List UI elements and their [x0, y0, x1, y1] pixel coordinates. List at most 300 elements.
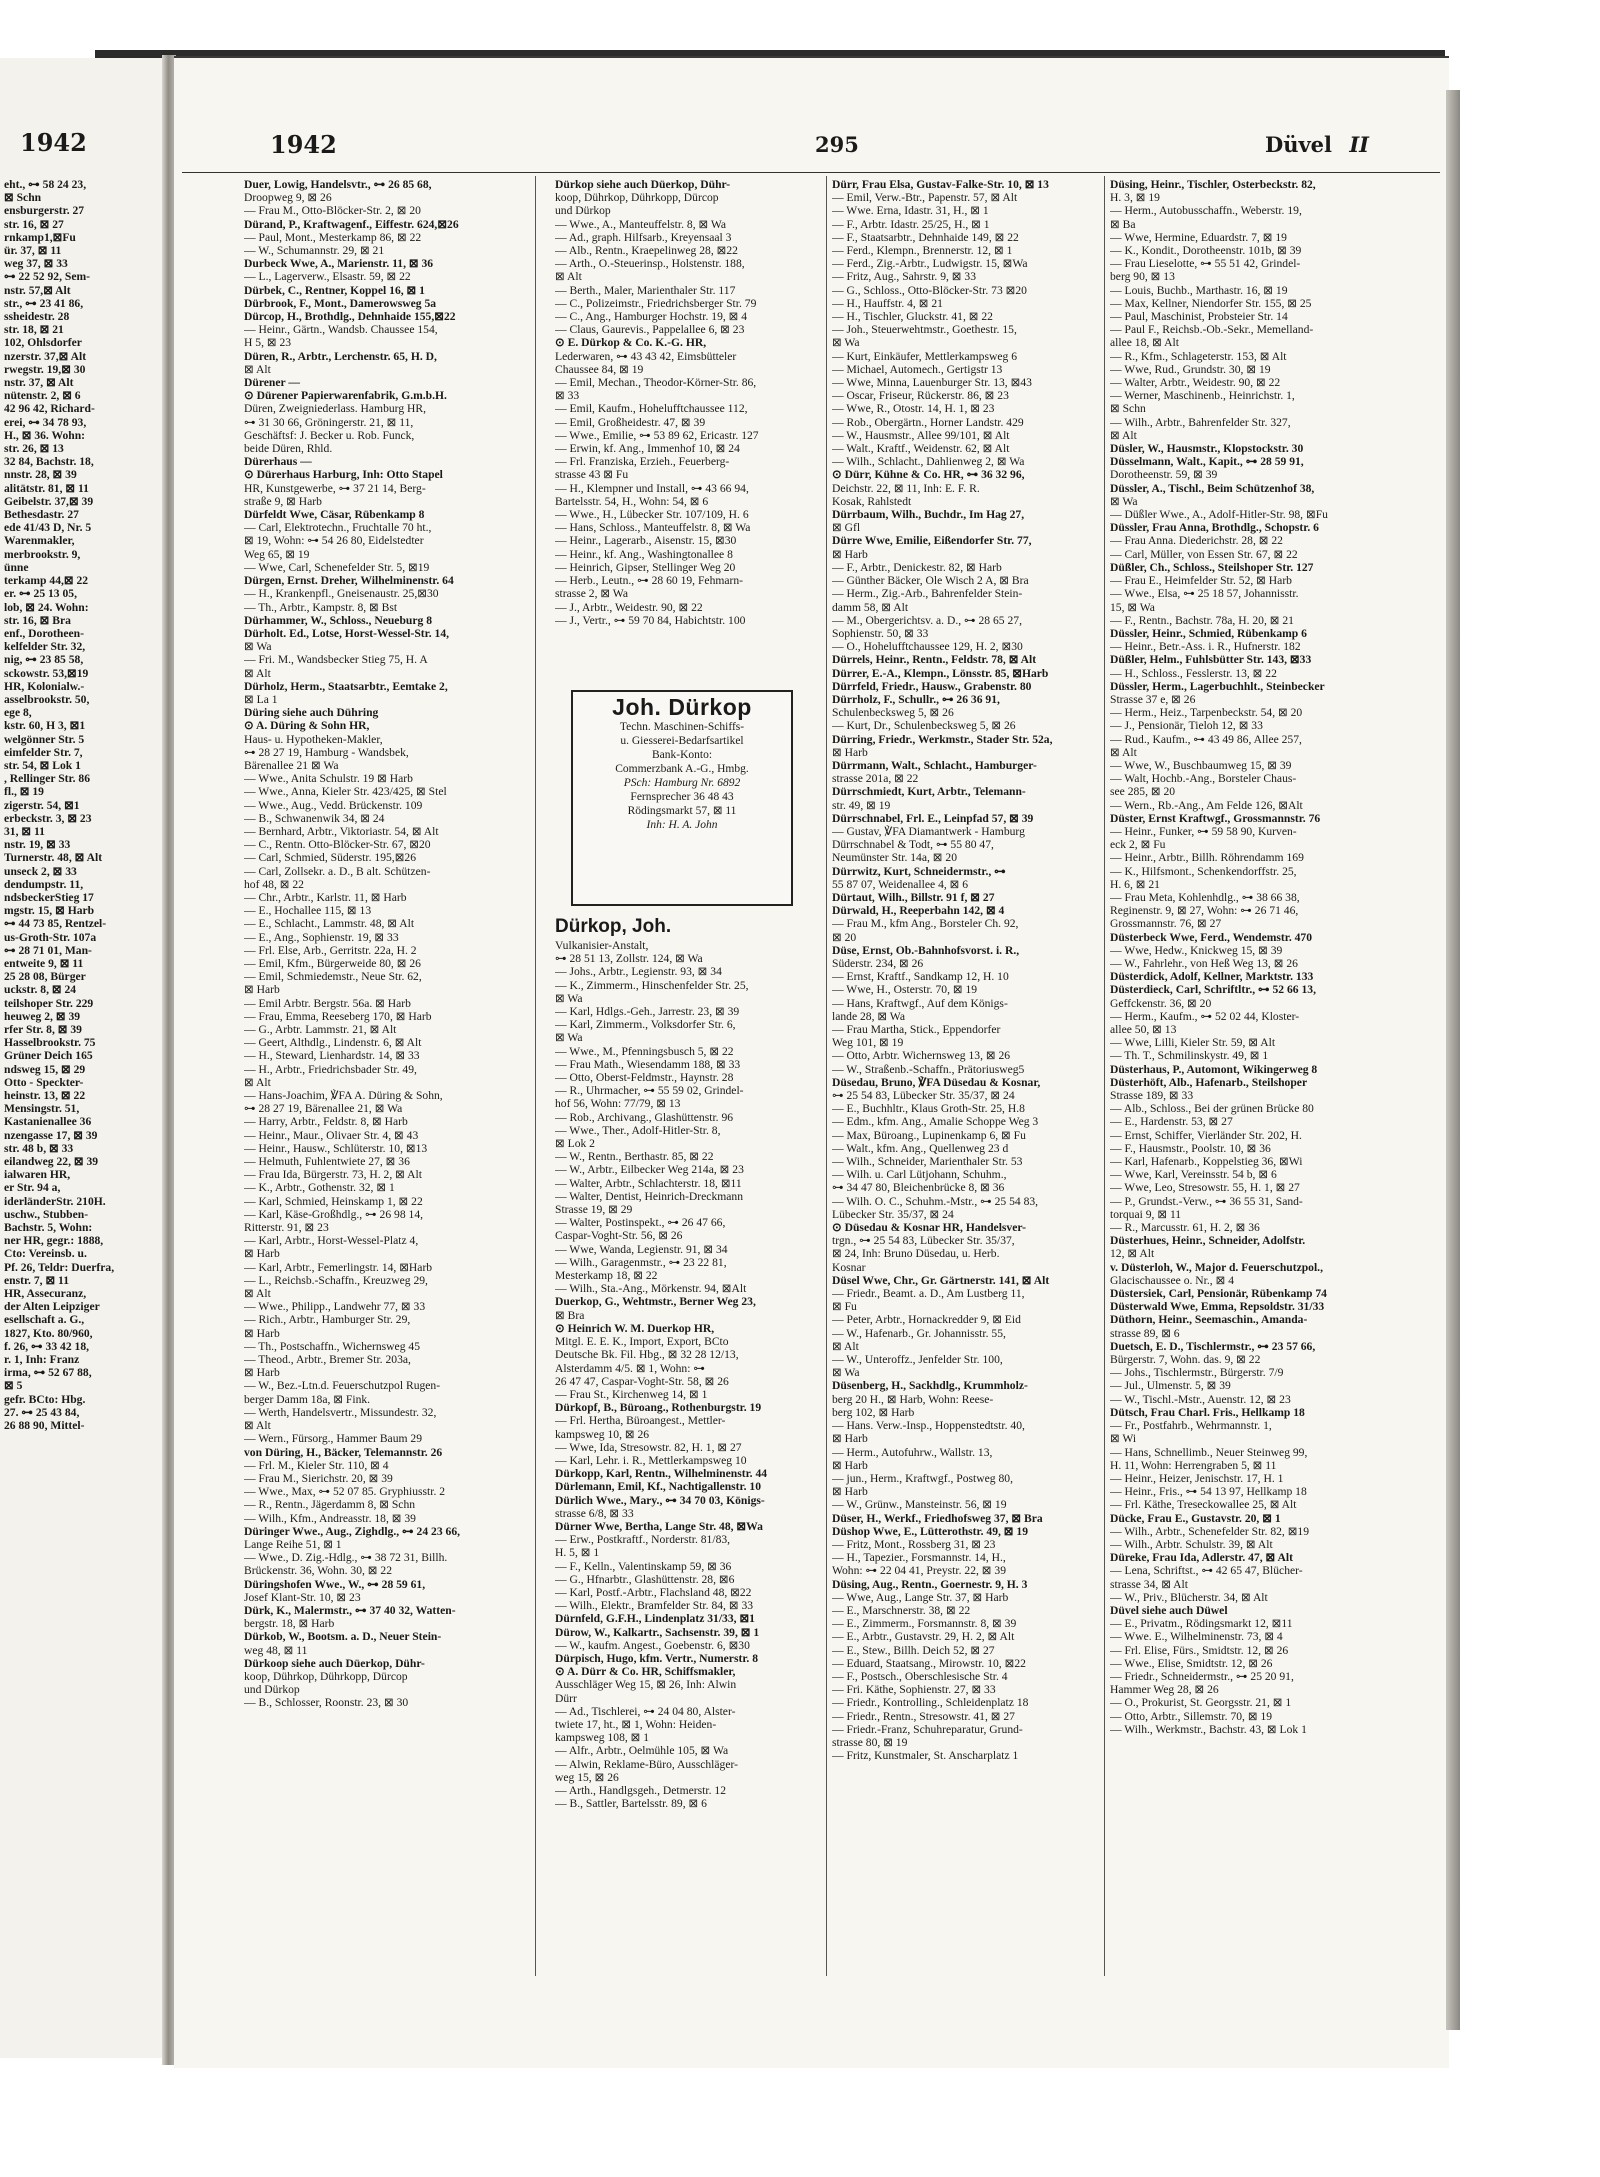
col2b-entry-line: — Wwe., M., Pfenningsbusch 5, ⊠ 22	[555, 1044, 734, 1058]
col3-entry-line: — Max, Büroang., Lupinenkamp 6, ⊠ Fu	[832, 1128, 1026, 1142]
col3-entry-line: — Wwe, R., Otostr. 14, H. 1, ⊠ 23	[832, 402, 995, 416]
ad-line-6: Fernsprecher 36 48 43	[630, 791, 734, 803]
col2b-entry-line: Dürlemann, Emil, Kf., Nachtigallenstr. 10	[555, 1480, 762, 1494]
col4-entry-line: — Wilh., Arbtr. Schulstr. 39, ⊠ Alt	[1110, 1537, 1273, 1551]
col4-entry-line: Düvel siehe auch Düwel	[1110, 1603, 1228, 1617]
col2a-entry-line: — Emil, Kaufm., Hohelufftchaussee 112,	[555, 402, 748, 416]
left-page-line: welgönner Str. 5	[4, 732, 85, 746]
col1-entry-line: weg 48, ⊠ 11	[244, 1643, 308, 1657]
col4-entry-line: — Friedr., Schneidermstr., ⊶ 25 20 91,	[1110, 1669, 1294, 1683]
col2b-entry-line: — Erw., Postkraftf., Norderstr. 81/83,	[555, 1533, 731, 1547]
col1-entry-line: — Wilh., Kfm., Andreasstr. 18, ⊠ 39	[244, 1511, 416, 1525]
col2b-entry-line: — Frl. Hertha, Büroangest., Mettler-	[555, 1414, 726, 1428]
col4-entry-line: allee 18, ⊠ Alt	[1110, 336, 1179, 350]
col1-entry-line: beide Düren, Rhld.	[244, 442, 333, 456]
col2a-entry-line: — Heinrich, Gipser, Stellinger Weg 20	[555, 560, 736, 574]
col1-entry-line: — H., Steward, Lienhardstr. 14, ⊠ 33	[244, 1049, 420, 1063]
col2b-entry-line: ⊶ 28 51 13, Zollstr. 124, ⊠ Wa	[555, 952, 703, 966]
col3-entry-line: — F., Staatsarbtr., Dehnhaide 149, ⊠ 22	[832, 230, 1019, 244]
col3-entry-line: Dürrbaum, Wilh., Buchdr., Im Hag 27,	[832, 508, 1025, 522]
col2b-entry-line: — F., Kelln., Valentinskamp 59, ⊠ 36	[555, 1559, 732, 1573]
col3-entry-line: — Kurt, Einkäufer, Mettlerkampsweg 6	[832, 349, 1017, 363]
col4-entry-line: H. 11, Wohn: Herrengraben 5, ⊠ 11	[1110, 1458, 1277, 1472]
col2b-entry-line: ⊠ Lok 2	[555, 1137, 595, 1151]
col4-entry-line: Düsterhöft, Alb., Hafenarb., Steilshoper	[1110, 1075, 1308, 1089]
col1-entry-line: — Frau, Emma, Reeseberg 170, ⊠ Harb	[244, 1009, 432, 1023]
col3-entry-line: ⊠ Harb	[832, 745, 868, 759]
col1-entry-line: ⊶ 28 27 19, Bärenallee 21, ⊠ Wa	[244, 1102, 403, 1116]
left-page-line: us-Groth-Str. 107a	[4, 930, 97, 944]
col2a-entry-line: — H., Klempner und Install, ⊶ 43 66 94,	[555, 481, 749, 495]
col1-entry-line: — W., Schumannstr. 29, ⊠ 21	[244, 244, 385, 258]
left-page-line: ⊠ Schn	[4, 191, 42, 205]
col2a-entry-line: — Erwin, kf. Ang., Immenhof 10, ⊠ 24	[555, 442, 740, 456]
col4-entry-line: — Johs., Tischlermstr., Bürgerstr. 7/9	[1110, 1366, 1284, 1380]
left-page-line: rnkamp1,⊠Fu	[4, 230, 76, 244]
left-page-line: str. 26, ⊠ 13	[4, 442, 64, 456]
col1-entry-line: koop, Dührkop, Dührkopp, Dürcop	[244, 1669, 408, 1683]
col4-entry-line: H. 3, ⊠ 19	[1110, 191, 1160, 205]
col1-entry-line: — E., Schlacht., Lammstr. 48, ⊠ Alt	[244, 917, 415, 931]
col3-entry-line: ⊠ Gfl	[832, 521, 861, 535]
left-page-line: entweite 9, ⊠ 11	[4, 956, 84, 970]
col2a-entry-line: Dürkop siehe auch Düerkop, Dühr-	[555, 178, 731, 191]
left-page-line: H., ⊠ 36. Wohn:	[4, 428, 86, 442]
volume-number: II	[1349, 132, 1369, 157]
col3-entry-line: Kosak, Rahlstedt	[832, 494, 912, 508]
col3-entry-line: — E., Zimmerm., Forsmannstr. 8, ⊠ 39	[832, 1617, 1017, 1631]
col1-entry-line: Dürand, P., Kraftwagenf., Eiffestr. 624,⊠26	[244, 217, 459, 231]
left-page-line: lob, ⊠ 24. Wohn:	[4, 600, 89, 614]
col2b-entry-line: Ausschläger Weg 15, ⊠ 26, Inh: Alwin	[555, 1678, 737, 1692]
col3-entry-line: — Friedr., Rentn., Stresowstr. 41, ⊠ 27	[832, 1709, 1015, 1723]
col4-entry-line: — P., Grundst.-Verw., ⊶ 36 55 31, Sand-	[1110, 1194, 1303, 1208]
col1-entry-line: — Frau Ida, Bürgerstr. 73, H. 2, ⊠ Alt	[244, 1168, 422, 1182]
left-page-line: kelfelder Str. 32,	[4, 640, 86, 654]
col3-entry-line: — Joh., Steuerwehtmstr., Goethestr. 15,	[832, 323, 1017, 337]
col1-entry-line: ⊠ Alt	[244, 1419, 271, 1433]
col2b-entry-line: ⊠ Wa	[555, 1031, 583, 1045]
col4-entry-line: — Frau Lieselotte, ⊶ 55 51 42, Grindel-	[1110, 257, 1301, 271]
ad-line-4: Commerzbank A.-G., Hmbg.	[615, 763, 749, 775]
col4-entry-line: — Karl, Hafenarb., Koppelstieg 36, ⊠Wi	[1110, 1155, 1303, 1169]
col1-entry-line: — Werth, Handelsvertr., Missundestr. 32,	[244, 1405, 437, 1419]
col3-entry-line: ⊠ Harb	[832, 547, 868, 561]
col1-entry-line: — Wwe, Carl, Schenefelder Str. 5, ⊠19	[244, 560, 430, 574]
left-page-line: 102, Ohlsdorfer	[4, 336, 82, 350]
col3-entry-line: — Eduard, Staatsang., Mirowstr. 10, ⊠22	[832, 1656, 1026, 1670]
col1-entry-line: — B., Schwanenwik 34, ⊠ 24	[244, 811, 385, 825]
col2b-entry-line: weg 15, ⊠ 26	[555, 1770, 619, 1784]
col1-entry-line: Geschäftsf: J. Becker u. Rob. Funck,	[244, 428, 415, 442]
col3-entry-line: — H., Tapezier., Forsmannstr. 14, H.,	[832, 1551, 1006, 1565]
col1-entry-line: Bärenallee 21 ⊠ Wa	[244, 758, 339, 772]
col2b-entry-line: — W., kaufm. Angest., Goebenstr. 6, ⊠30	[555, 1638, 750, 1652]
col3-entry-line: Düsing, Aug., Rentn., Goernestr. 9, H. 3	[832, 1577, 1028, 1591]
col1-entry-line: hof 48, ⊠ 22	[244, 877, 304, 891]
col4-entry-line: — F., Hausmstr., Poolstr. 10, ⊠ 36	[1110, 1141, 1271, 1155]
left-page-line: iderländerStr. 210H.	[4, 1194, 106, 1208]
col1-entry-line: ⊙ Dürerhaus Harburg, Inh: Otto Stapel	[244, 468, 443, 482]
col4-entry-line: Düsler, W., Hausmstr., Klopstockstr. 30	[1110, 442, 1304, 456]
column-divider-2	[826, 176, 827, 1976]
col3-entry-line: Weg 101, ⊠ 19	[832, 1036, 904, 1050]
column-4	[1110, 178, 1402, 1988]
col4-entry-line: strasse 89, ⊠ 6	[1110, 1326, 1180, 1340]
ad-line-5: PSch: Hamburg Nr. 6892	[623, 777, 741, 789]
col1-entry-line: Josef Klant-Str. 10, ⊠ 23	[244, 1590, 361, 1604]
col3-entry-line: str. 49, ⊠ 19	[832, 798, 891, 812]
col4-entry-line: Düsing, Heinr., Tischler, Osterbeckstr. 82,	[1110, 178, 1316, 191]
left-page-line: ege 8,	[4, 706, 32, 720]
col3-entry-line: — Wwe, Minna, Lauenburger Str. 13, ⊠43	[832, 376, 1032, 390]
col4-entry-line: Düssler, Heinr., Schmied, Rübenkamp 6	[1110, 626, 1307, 640]
col4-entry-line: — Werner, Maschinenb., Heinrichstr. 1,	[1110, 389, 1295, 403]
left-page-line: ssheidestr. 28	[4, 310, 70, 324]
col1-entry-line: — Th., Arbtr., Kampstr. 8, ⊠ Bst	[244, 600, 398, 614]
col3-entry-line: strasse 201a, ⊠ 22	[832, 772, 919, 786]
col4-entry-line: Düster, Ernst Kraftwgf., Grossmannstr. 76	[1110, 811, 1321, 825]
col4-entry-line: — Lena, Schriftst., ⊶ 42 65 47, Blücher-	[1110, 1564, 1303, 1578]
col3-entry-line: — Walt., kfm. Ang., Quellenweg 23 d	[832, 1141, 1009, 1155]
column-2-top	[555, 178, 823, 683]
col4-entry-line: strasse 34, ⊠ Alt	[1110, 1577, 1188, 1591]
left-page-line: str. 48 b, ⊠ 33	[4, 1141, 74, 1155]
left-page-line: eht., ⊶ 58 24 23,	[4, 178, 87, 191]
col2b-entry-line: Caspar-Voght-Str. 56, ⊠ 26	[555, 1229, 683, 1243]
col1-entry-line: — Carl, Zollsekr. a. D., B alt. Schützen-	[244, 864, 431, 878]
col4-entry-line: — Carl, Müller, von Essen Str. 67, ⊠ 22	[1110, 547, 1298, 561]
left-page-line: ünne	[4, 560, 29, 574]
col4-entry-line: Düreke, Frau Ida, Adlerstr. 47, ⊠ Alt	[1110, 1551, 1293, 1565]
col2b-entry-line: — G., Hfnarbtr., Glashüttenstr. 28, ⊠6	[555, 1572, 735, 1586]
col4-entry-line: — Herm., Kaufm., ⊶ 52 02 44, Kloster-	[1110, 1009, 1300, 1023]
col4-entry-line: — W., Priv., Blücherstr. 34, ⊠ Alt	[1110, 1590, 1268, 1604]
col1-entry-line: — Rich., Arbtr., Hamburger Str. 29,	[244, 1313, 411, 1327]
col4-entry-line: — J., Pensionär, Tieloh 12, ⊠ 33	[1110, 719, 1263, 733]
col1-entry-line: Duer, Lowig, Handelsvtr., ⊶ 26 85 68,	[244, 178, 432, 191]
col1-entry-line: — C., Rentn. Otto-Blöcker-Str. 67, ⊠20	[244, 838, 431, 852]
col3-entry-line: — E., Arbtr., Gustavstr. 29, H. 2, ⊠ Alt	[832, 1630, 1015, 1644]
col3-entry-line: ⊙ Dürr, Kühne & Co. HR, ⊶ 36 32 96,	[832, 468, 1025, 482]
col4-entry-line: — Frl. Käthe, Treseckowallee 25, ⊠ Alt	[1110, 1498, 1297, 1512]
col2a-entry-line: koop, Dührkop, Dührkopp, Dürcop	[555, 191, 719, 205]
col2b-entry-line: — Wilh., Garagenmstr., ⊶ 23 22 81,	[555, 1255, 727, 1269]
col2b-entry-line: — Rob., Archivang., Glashüttenstr. 96	[555, 1110, 734, 1124]
col4-entry-line: Düssler, Frau Anna, Brothdlg., Schopstr. 6	[1110, 521, 1319, 535]
col4-entry-line: — Fr., Postfahrb., Wehrmannstr. 1,	[1110, 1419, 1272, 1433]
left-page-line: ensburgerstr. 27	[4, 204, 85, 218]
col2b-entry-line: Duerkop, G., Wehtmstr., Berner Weg 23,	[555, 1295, 756, 1309]
col4-entry-line: — Walt, Hochb.-Ang., Borsteler Chaus-	[1110, 772, 1297, 786]
left-page-line: rwegstr. 19,⊠ 30	[4, 362, 86, 376]
col2b-entry-line: strasse 6/8, ⊠ 33	[555, 1506, 634, 1520]
col1-entry-line: — L., Reichsb.-Schaffn., Kreuzweg 29,	[244, 1273, 428, 1287]
col4-entry-line: — W., Tischl.-Mstr., Auenstr. 12, ⊠ 23	[1110, 1392, 1291, 1406]
col1-entry-line: Dürk, K., Malermstr., ⊶ 37 40 32, Watten-	[244, 1603, 456, 1617]
left-page-line: irma, ⊶ 52 67 88,	[4, 1366, 92, 1380]
col1-entry-line: Düringshofen Wwe., W., ⊶ 28 59 61,	[244, 1577, 426, 1591]
col3-entry-line: Düse, Ernst, Ob.-Bahnhofsvorst. i. R.,	[832, 943, 1020, 957]
col2a-entry-line: Chaussee 84, ⊠ 19	[555, 362, 644, 376]
column-1	[244, 178, 530, 1988]
col1-entry-line: bergstr. 18, ⊠ Harb	[244, 1617, 335, 1631]
col1-entry-line: — Frau M., Sierichstr. 20, ⊠ 39	[244, 1471, 393, 1485]
col4-entry-line: Dücke, Frau E., Gustavstr. 20, ⊠ 1	[1110, 1511, 1281, 1525]
col3-entry-line: — jun., Herm., Kraftwgf., Postweg 80,	[832, 1471, 1013, 1485]
right-page-year: 1942	[270, 130, 337, 159]
col1-entry-line: ⊠ Harb	[244, 983, 280, 997]
col4-entry-line: Düsterwald Wwe, Emma, Repsoldstr. 31/33	[1110, 1300, 1325, 1314]
ad-line-1: Techn. Maschinen-Schiffs-	[619, 721, 745, 733]
col3-entry-line: — F., Arbtr., Denickestr. 82, ⊠ Harb	[832, 560, 1002, 574]
col2a-entry-line: — C., Polizeimstr., Friedrichsberger Str. 79	[555, 296, 757, 310]
col2a-entry-line: — Wwe., A., Manteuffelstr. 8, ⊠ Wa	[555, 217, 727, 231]
col3-entry-line: — Ferd., Klempn., Brennerstr. 12, ⊠ 1	[832, 244, 1013, 258]
col3-entry-line: 55 87 07, Weidenallee 4, ⊠ 6	[832, 877, 969, 891]
col4-entry-line: Düssler, Herm., Lagerbuchhlt., Steinbecker	[1110, 679, 1325, 693]
left-page-line: sckowstr. 53,⊠19	[4, 666, 89, 680]
col1-entry-line: — Heinr., Hausw., Schlüterstr. 10, ⊠13	[244, 1141, 428, 1155]
col2b-entry-line: — Alfr., Arbtr., Oelmühle 105, ⊠ Wa	[555, 1744, 729, 1758]
left-page-line: ⊶ 28 71 01, Man-	[4, 943, 92, 957]
left-page-line: f. 26, ⊶ 33 42 18,	[4, 1339, 90, 1353]
col3-entry-line: — Peter, Arbtr., Hornackredder 9, ⊠ Eid	[832, 1313, 1021, 1327]
col2b-entry-line: twiete 17, ht., ⊠ 1, Wohn: Heiden-	[555, 1717, 717, 1731]
col4-entry-line: — Wilh., Arbtr., Schenefelder Str. 82, ⊠19	[1110, 1524, 1310, 1538]
col1-entry-line: — K., Arbtr., Gothenstr. 32, ⊠ 1	[244, 1181, 395, 1195]
col4-entry-line: eck 2, ⊠ Fu	[1110, 838, 1166, 852]
col4-entry-line: — Jul., Ulmenstr. 5, ⊠ 39	[1110, 1379, 1231, 1393]
col1-entry-line: — H., Krankenpfl., Gneisenaustr. 25,⊠30	[244, 587, 439, 601]
col3-entry-line: Dürtaut, Wilh., Billstr. 91 f, ⊠ 27	[832, 890, 995, 904]
col4-entry-line: ⊠ Wa	[1110, 494, 1138, 508]
left-page-line: ner HR, gegr.: 1888,	[4, 1234, 104, 1248]
col4-entry-line: — R., Marcusstr. 61, H. 2, ⊠ 36	[1110, 1221, 1260, 1235]
left-page-line: ⊶ 22 52 92, Sem-	[4, 270, 90, 284]
left-page-line: enf., Dorotheen-	[4, 626, 84, 640]
col1-entry-line: — Helmuth, Fuhlentwiete 27, ⊠ 36	[244, 1155, 410, 1169]
col3-entry-line: — E., Marschnerstr. 38, ⊠ 22	[832, 1603, 971, 1617]
left-page-line: erbeckstr. 3, ⊠ 23	[4, 811, 92, 825]
col1-entry-line: — Bernhard, Arbtr., Viktoriastr. 54, ⊠ Alt	[244, 824, 439, 838]
column-2-bottom	[555, 915, 823, 1985]
col1-entry-line: — Wwe., Aug., Vedd. Brückenstr. 109	[244, 798, 423, 812]
col3-entry-line: — Wilh., Schlacht., Dahlienweg 2, ⊠ Wa	[832, 455, 1025, 469]
col4-entry-line: — W., Fahrlehr., von Heß Weg 13, ⊠ 26	[1110, 956, 1298, 970]
page-edge-shadow	[1446, 90, 1460, 2030]
col3-entry-line: Dürwald, H., Reeperbahn 142, ⊠ 4	[832, 904, 1005, 918]
col3-entry-line: — Gustav, ℣FA Diamantwerk - Hamburg	[832, 824, 1025, 838]
col1-entry-line: — Emil, Kfm., Bürgerweide 80, ⊠ 26	[244, 956, 421, 970]
col4-entry-line: — Rud., Kaufm., ⊶ 43 49 86, Allee 257,	[1110, 732, 1302, 746]
col3-entry-line: — W., Hausmstr., Allee 99/101, ⊠ Alt	[832, 428, 1010, 442]
col4-entry-line: Dütsch, Frau Charl. Fris., Hellkamp 18	[1110, 1405, 1305, 1419]
col1-entry-line: — Heinr., Gärtn., Wandsb. Chaussee 154,	[244, 323, 438, 337]
col3-entry-line: — M., Obergerichtsv. a. D., ⊶ 28 65 27,	[832, 613, 1022, 627]
col2b-entry-line: Strasse 19, ⊠ 29	[555, 1203, 633, 1217]
col1-entry-line: ⊠ 19, Wohn: ⊶ 54 26 80, Eidelstedter	[244, 534, 424, 548]
col1-entry-line: Haus- u. Hypotheken-Makler,	[244, 732, 383, 746]
left-page-line: nütenstr. 2, ⊠ 6	[4, 389, 81, 403]
col4-entry-line: — Wwe. E., Wilhelminenstr. 73, ⊠ 4	[1110, 1630, 1283, 1644]
col2b-entry-line: — Walter, Postinspekt., ⊶ 26 47 66,	[555, 1216, 726, 1230]
col3-entry-line: ⊶ 34 47 80, Bleichenbrücke 8, ⊠ 36	[832, 1181, 1005, 1195]
col1-entry-line: ⊶ 31 30 66, Gröningerstr. 21, ⊠ 11,	[244, 415, 414, 429]
col3-entry-line: — Wwe. Erna, Idastr. 31, H., ⊠ 1	[832, 204, 989, 218]
col1-entry-line: — Wwe., Anita Schulstr. 19 ⊠ Harb	[244, 772, 413, 786]
col4-entry-line: v. Düsterloh, W., Major d. Feuerschutzpol.,	[1110, 1260, 1323, 1274]
col3-entry-line: — Ferd., Zig.-Arbtr., Ludwigstr. 15, ⊠Wa	[832, 257, 1028, 271]
col3-entry-line: — Fritz, Aug., Sahrstr. 9, ⊠ 33	[832, 270, 977, 284]
col4-entry-line: — Heinr., Arbtr., Billh. Röhrendamm 169	[1110, 851, 1304, 865]
col2b-entry-line: — Walter, Arbtr., Schlachterstr. 18, ⊠11	[555, 1176, 742, 1190]
col1-entry-line: — Paul, Mont., Mesterkamp 86, ⊠ 22	[244, 230, 422, 244]
col4-entry-line: — Wwe, Leo, Stresowstr. 55, H. 1, ⊠ 27	[1110, 1181, 1300, 1195]
col3-entry-line: — E., Buchhltr., Klaus Groth-Str. 25, H.8	[832, 1102, 1025, 1116]
col2b-entry-line: Deutsche Bk. Fil. Hbg., ⊠ 32 28 12/13,	[555, 1348, 739, 1362]
col2a-entry-line: — Hans, Schloss., Manteuffelstr. 8, ⊠ Wa	[555, 521, 751, 535]
col2a-entry-line: — Emil, Mechan., Theodor-Körner-Str. 86,	[555, 376, 757, 390]
col3-entry-line: — Walt., Kraftf., Weidenstr. 62, ⊠ Alt	[832, 442, 1010, 456]
col3-entry-line: — Frau Martha, Stick., Eppendorfer	[832, 1023, 1001, 1036]
col3-entry-line: Dürrschnabel, Frl. E., Leinpfad 57, ⊠ 39	[832, 811, 1034, 825]
col3-entry-line: ⊠ Harb	[832, 1485, 868, 1499]
col4-entry-line: H. 6, ⊠ 21	[1110, 877, 1160, 891]
col2a-entry-line: — Arth., O.-Steuerinsp., Holstenstr. 188,	[555, 257, 745, 271]
col4-entry-line: — Herm., Heiz., Tarpenbeckstr. 54, ⊠ 20	[1110, 706, 1303, 720]
col4-entry-line: Düssler, A., Tischl., Beim Schützenhof 38,	[1110, 481, 1315, 495]
col4-entry-line: torquai 9, ⊠ 11	[1110, 1207, 1182, 1221]
col1-entry-line: Durbeck Wwe, A., Marienstr. 11, ⊠ 36	[244, 257, 434, 271]
col2b-entry-line: Dürlich Wwe., Mary., ⊶ 34 70 03, Königs-	[555, 1493, 765, 1507]
col2b-entry-line: — Karl, Postf.-Arbtr., Flachsland 48, ⊠22	[555, 1585, 752, 1599]
col2a-entry-line: und Dürkop	[555, 204, 611, 218]
col4-entry-line: — H., Schloss., Fesslerstr. 13, ⊠ 22	[1110, 666, 1277, 680]
col2b-entry-line: — Wilh., Sta.-Ang., Mörkenstr. 94, ⊠Alt	[555, 1282, 747, 1296]
col4-entry-line: ⊠ Alt	[1110, 745, 1137, 759]
column-divider-3	[1104, 176, 1105, 1976]
col2b-entry-line: Dürr	[555, 1691, 577, 1705]
col1-entry-line: Dürholz, Herm., Staatsarbtr., Eemtake 2,	[244, 679, 448, 693]
left-page-line: ialwaren HR,	[4, 1168, 71, 1182]
col3-entry-line: ⊠ Alt	[832, 1339, 859, 1353]
col2b-entry-line: — Wilh., Elektr., Bramfelder Str. 84, ⊠ 33	[555, 1599, 754, 1613]
col4-entry-line: — E., Privatm., Rödingsmarkt 12, ⊠11	[1110, 1617, 1293, 1631]
col1-entry-line: Dürbek, C., Rentner, Koppel 16, ⊠ 1	[244, 283, 425, 297]
col4-entry-line: — Wern., Rb.-Ang., Am Felde 126, ⊠Alt	[1110, 798, 1303, 812]
col2b-entry-line: Dürow, W., Kalkartr., Sachsenstr. 39, ⊠ 1	[555, 1625, 760, 1639]
col2a-entry-line: — Heinr., Lagerarb., Aisenstr. 15, ⊠30	[555, 534, 737, 548]
advertisement-box	[571, 690, 793, 906]
col4-entry-line: Düsterdieck, Carl, Schriftltr., ⊶ 52 66 13,	[1110, 983, 1316, 997]
left-page-line: Mensingstr. 51,	[4, 1102, 80, 1116]
left-page-line: str. 18, ⊠ 21	[4, 323, 64, 337]
col2b-entry-line: Dürpisch, Hugo, kfm. Vertr., Numerstr. 8	[555, 1651, 759, 1665]
col3-entry-line: ⊠ Fu	[832, 1300, 857, 1314]
col3-entry-line: — Friedr., Kontrolling., Schleidenplatz 18	[832, 1696, 1029, 1710]
left-page-line: str. 16, ⊠ Bra	[4, 613, 71, 627]
left-page-line: uckstr. 8, ⊠ 24	[4, 983, 77, 997]
ad-line-7: Rödingsmarkt 57, ⊠ 11	[627, 805, 737, 817]
col1-entry-line: ⊠ Harb	[244, 1247, 280, 1261]
col4-entry-line: Glacischaussee o. Nr., ⊠ 4	[1110, 1273, 1235, 1287]
col4-entry-line: — Frau E., Heimfelder Str. 52, ⊠ Harb	[1110, 574, 1292, 588]
col4-entry-line: Strasse 37 e, ⊠ 26	[1110, 692, 1196, 706]
col2a-entry-line: — Berth., Maler, Marienthaler Str. 117	[555, 283, 736, 297]
col4-entry-line: Düthorn, Heinr., Seemaschin., Amanda-	[1110, 1313, 1308, 1327]
col3-entry-line: ⊠ 20	[832, 930, 857, 944]
col4-entry-line: — Otto, Arbtr., Sillemstr. 70, ⊠ 19	[1110, 1709, 1273, 1723]
col3-entry-line: — W., Grünw., Mansteinstr. 56, ⊠ 19	[832, 1498, 1007, 1512]
col3-entry-line: — G., Schloss., Otto-Blöcker-Str. 73 ⊠20	[832, 283, 1027, 297]
col2b-entry-line: 26 47 47, Caspar-Voght-Str. 58, ⊠ 26	[555, 1374, 729, 1388]
col1-entry-line: ⊠ Alt	[244, 666, 271, 680]
col2a-entry-line: — Claus, Gaurevis., Pappelallee 6, ⊠ 23	[555, 323, 745, 337]
col4-entry-line: — Frau Meta, Kohlenhdlg., ⊶ 38 66 38,	[1110, 890, 1300, 904]
col3-entry-line: — Hans, Kraftwgf., Auf dem Königs-	[832, 996, 1008, 1010]
col2b-entry-line: — Arth., Handlgsgeh., Detmerstr. 12	[555, 1784, 726, 1797]
col3-entry-line: damm 58, ⊠ Alt	[832, 600, 909, 614]
col3-entry-line: — W., Straßenb.-Schaffn., Prätoriusweg5	[832, 1062, 1025, 1076]
col1-entry-line: — Heinr., Maur., Olivaer Str. 4, ⊠ 43	[244, 1128, 419, 1142]
ad-line-8: Inh: H. A. John	[646, 819, 718, 831]
left-page-line: nstr. 37, ⊠ Alt	[4, 376, 74, 390]
left-page-line: rfer Str. 8, ⊠ 39	[4, 1023, 82, 1036]
col2b-entry-line: — R., Uhrmacher, ⊶ 55 59 02, Grindel-	[555, 1084, 744, 1098]
col1-entry-line: Dürcop, H., Brothdlg., Dehnhaide 155,⊠22	[244, 310, 456, 324]
col4-entry-line: 15, ⊠ Wa	[1110, 600, 1155, 614]
col2b-entry-line: Dürner Wwe, Bertha, Lange Str. 48, ⊠Wa	[555, 1519, 763, 1533]
col3-entry-line: Neumünster Str. 14a, ⊠ 20	[832, 851, 957, 865]
col4-entry-line: — Düßler Wwe., A., Adolf-Hitler-Str. 98, ⊠Fu	[1110, 508, 1328, 522]
left-page-line: 31, ⊠ 11	[4, 824, 45, 838]
col2b-entry-line: kampsweg 108, ⊠ 1	[555, 1731, 650, 1745]
col1-entry-line: — Carl, Schmied, Süderstr. 195,⊠26	[244, 851, 417, 865]
left-page-line: Cto: Vereinsb. u.	[4, 1247, 87, 1261]
col2b-entry-line: Mesterkamp 18, ⊠ 22	[555, 1269, 658, 1283]
left-page-line: nig, ⊶ 23 85 58,	[4, 653, 84, 667]
col1-entry-line: Dürener —	[244, 376, 300, 390]
col1-entry-line: — Frl. M., Kieler Str. 110, ⊠ 4	[244, 1458, 389, 1472]
col1-entry-line: Dürgen, Ernst. Dreher, Wilhelminenstr. 64	[244, 574, 454, 588]
col2b-entry-line: ⊙ Heinrich W. M. Duerkop HR,	[555, 1321, 715, 1335]
col4-entry-line: Düsterdick, Adolf, Kellner, Marktstr. 133	[1110, 970, 1314, 984]
col2b-entry-line: ⊠ Wa	[555, 991, 583, 1005]
left-page-line: 27. ⊶ 25 43 84,	[4, 1405, 80, 1419]
col3-entry-line: — O., Hohelufftchaussee 129, H. 2, ⊠30	[832, 640, 1023, 654]
left-page-line: heinstr. 13, ⊠ 22	[4, 1089, 86, 1103]
col4-entry-line: — K., Hilfsmont., Schenkendorffstr. 25,	[1110, 864, 1297, 878]
col3-entry-line: Schulenbecksweg 5, ⊠ 26	[832, 706, 954, 720]
col3-entry-line: — Herm., Autofuhrw., Wallstr. 13,	[832, 1445, 993, 1459]
left-page-text	[4, 178, 164, 1978]
col4-entry-line: — Wilh., Arbtr., Bahrenfelder Str. 327,	[1110, 415, 1291, 429]
col3-entry-line: — Wwe, Aug., Lange Str. 37, ⊠ Harb	[832, 1590, 1009, 1604]
col4-entry-line: — K., Kondit., Dorotheenstr. 101b, ⊠ 39	[1110, 244, 1302, 258]
col2b-entry-line: Alsterdamm 4/5. ⊠ 1, Wohn: ⊶	[555, 1361, 705, 1375]
left-page-line: asselbrookstr. 50,	[4, 692, 90, 706]
col4-entry-line: Bürgerstr. 7, Wohn. das. 9, ⊠ 22	[1110, 1353, 1261, 1367]
left-page-line: dendumpstr. 11,	[4, 877, 84, 891]
col3-entry-line: Sophienstr. 50, ⊠ 33	[832, 626, 929, 640]
col2b-entry-line: ⊠ Bra	[555, 1308, 585, 1322]
col4-entry-line: Dorotheenstr. 59, ⊠ 39	[1110, 468, 1218, 482]
col4-entry-line: — Wwe, W., Buschbaumweg 15, ⊠ 39	[1110, 758, 1292, 772]
left-page-line: nnstr. 28, ⊠ 39	[4, 468, 77, 482]
col2b-entry-line: kampsweg 10, ⊠ 26	[555, 1427, 650, 1441]
col1-entry-line: — Karl, Arbtr., Horst-Wessel-Platz 4,	[244, 1234, 419, 1248]
